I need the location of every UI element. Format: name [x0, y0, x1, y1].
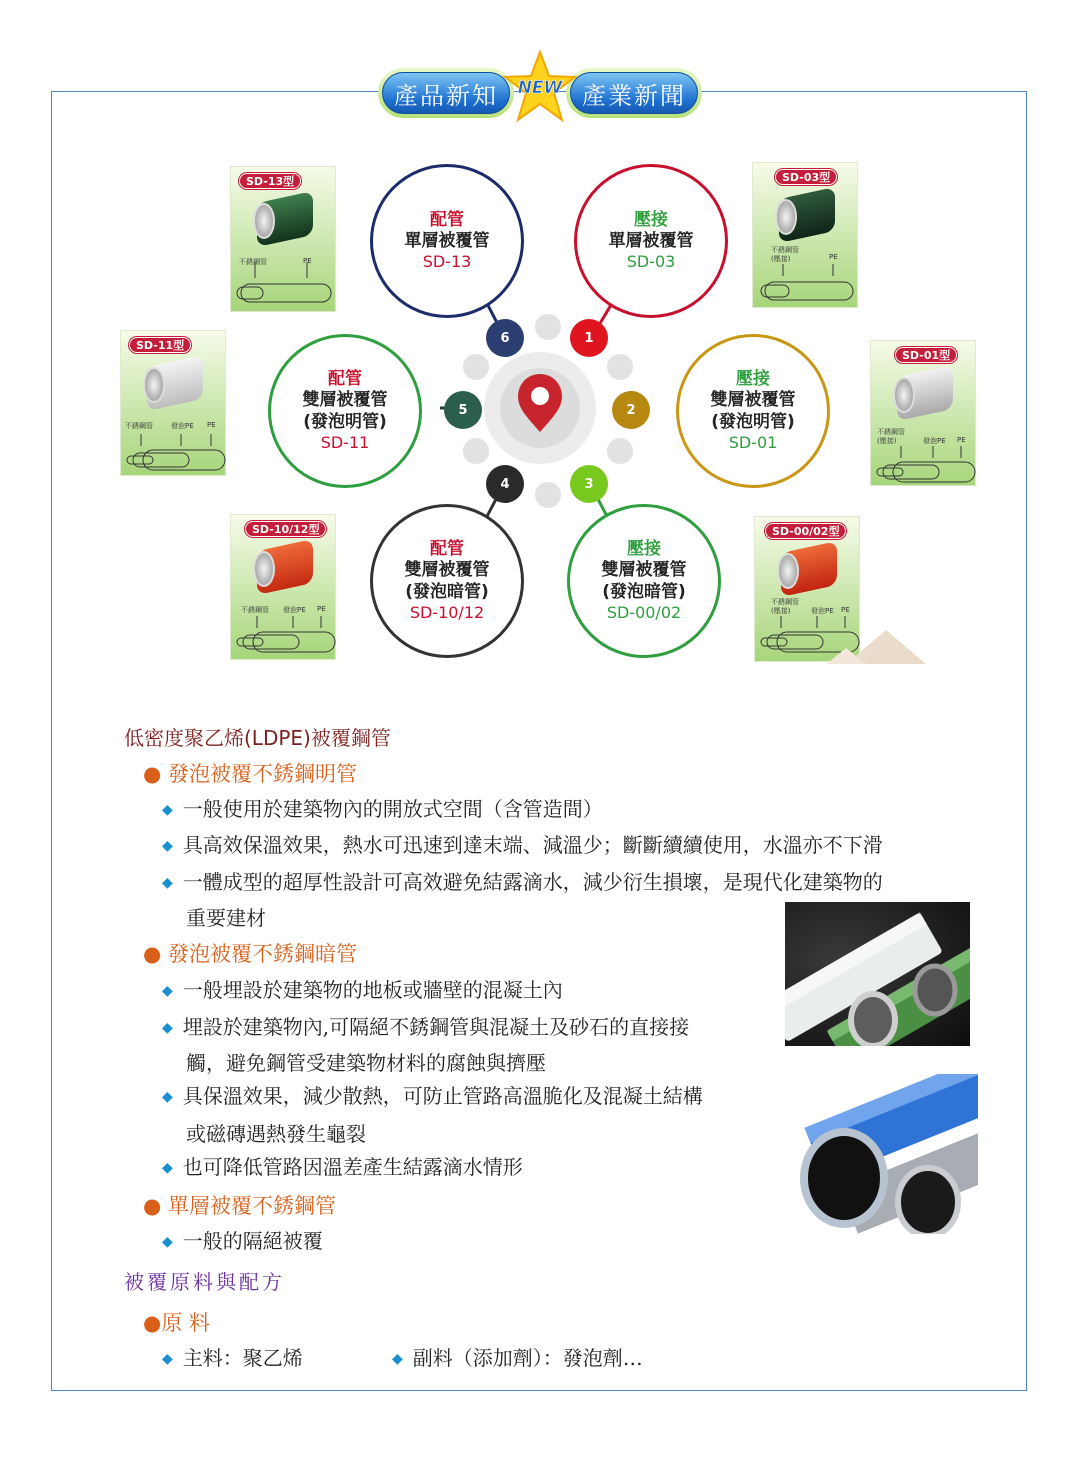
circle-sd11[interactable]: 配管 雙層被覆管 (發泡明管) SD-11 [268, 334, 422, 488]
step-4-badge: 4 [486, 465, 524, 503]
list-item: ◆ 副料（添加劑）：發泡劑… [392, 1346, 643, 1370]
decorative-triangle [786, 630, 926, 666]
product-card-sd1012: SD-10/12型 不銹鋼管 發泡PE PE [230, 514, 336, 660]
list-item: ◆ 一般的隔絕被覆 [162, 1229, 323, 1253]
circle-sd13[interactable]: 配管 單層被覆管 SD-13 [370, 164, 524, 318]
diamond-icon: ◆ [392, 1351, 403, 1367]
list-item: ◆ 一體成型的超厚性設計可高效避免結露滴水，減少衍生損壞，是現代化建築物的 [162, 870, 883, 894]
step-6-badge: 6 [486, 319, 524, 357]
product-card-sd03: SD-03型 不銹鋼管 (壓接) PE [752, 162, 858, 308]
list-item-continued: 觸，避免鋼管受建築物材料的腐蝕與擠壓 [186, 1051, 546, 1075]
diamond-icon: ◆ [162, 838, 173, 854]
circle-sd1012[interactable]: 配管 雙層被覆管 (發泡暗管) SD-10/12 [370, 504, 524, 658]
diamond-icon: ◆ [162, 1020, 173, 1036]
new-badge-text: NEW [517, 78, 563, 98]
section-materials: 被覆原料與配方 [124, 1270, 285, 1294]
step-1-badge: 1 [570, 319, 608, 357]
product-card-sd11: SD-11型 不銹鋼管 發泡PE PE [120, 330, 226, 476]
subsection-raw: ●原 料 [143, 1311, 211, 1335]
tab-industry-news[interactable]: 產業新聞 [566, 68, 702, 118]
new-star-icon [502, 50, 578, 126]
list-item: ◆ 主料：聚乙烯 [162, 1346, 303, 1370]
hub-dot [463, 438, 489, 464]
subsection-concealed: ● 發泡被覆不銹鋼暗管 [143, 942, 358, 966]
list-item: ◆ 具保溫效果，減少散熱，可防止管路高溫脆化及混凝土結構 [162, 1084, 703, 1108]
diamond-icon: ◆ [162, 875, 173, 891]
hub-dot [607, 354, 633, 380]
step-3-badge: 3 [570, 465, 608, 503]
step-2-badge: 2 [612, 391, 650, 429]
hub-dot [607, 438, 633, 464]
list-item-continued: 重要建材 [186, 906, 266, 930]
pipe-photo-exposed [785, 902, 970, 1046]
list-item-continued: 或磁磚遇熱發生龜裂 [186, 1122, 366, 1146]
product-card-sd0002: SD-00/02型 不銹鋼管 (壓接) 發泡PE PE [754, 516, 860, 662]
circle-sd01[interactable]: 壓接 雙層被覆管 (發泡明管) SD-01 [676, 334, 830, 488]
hub-dot [463, 354, 489, 380]
circle-sd03[interactable]: 壓接 單層被覆管 SD-03 [574, 164, 728, 318]
list-item: ◆ 具高效保溫效果，熱水可迅速到達末端、減溫少；斷斷續續使用，水溫亦不下滑 [162, 833, 883, 857]
diamond-icon: ◆ [162, 1160, 173, 1176]
diamond-icon: ◆ [162, 802, 173, 818]
subsection-single: ● 單層被覆不銹鋼管 [143, 1194, 337, 1218]
hub-dot [535, 482, 561, 508]
diamond-icon: ◆ [162, 1234, 173, 1250]
circle-sd0002[interactable]: 壓接 雙層被覆管 (發泡暗管) SD-00/02 [567, 504, 721, 658]
product-card-sd01: SD-01型 不銹鋼管 (壓接) 發泡PE PE [870, 340, 976, 486]
list-item: ◆ 一般埋設於建築物的地板或牆壁的混凝土內 [162, 978, 563, 1002]
product-card-sd13: SD-13型 不銹鋼管 PE [230, 166, 336, 312]
pipe-photo-concealed [790, 1074, 978, 1234]
diamond-icon: ◆ [162, 983, 173, 999]
diamond-icon: ◆ [162, 1351, 173, 1367]
step-5-badge: 5 [444, 391, 482, 429]
list-item: ◆ 埋設於建築物內,可隔絕不銹鋼管與混凝土及砂石的直接接 [162, 1015, 690, 1039]
hub-dot [535, 314, 561, 340]
diamond-icon: ◆ [162, 1089, 173, 1105]
subsection-exposed: ● 發泡被覆不銹鋼明管 [143, 762, 358, 786]
tab-product-news[interactable]: 產品新知 [378, 68, 514, 118]
list-item: ◆ 也可降低管路因溫差產生結露滴水情形 [162, 1155, 523, 1179]
section-title: 低密度聚乙烯(LDPE)被覆鋼管 [124, 726, 391, 750]
list-item: ◆ 一般使用於建築物內的開放式空間（含管造間） [162, 797, 603, 821]
